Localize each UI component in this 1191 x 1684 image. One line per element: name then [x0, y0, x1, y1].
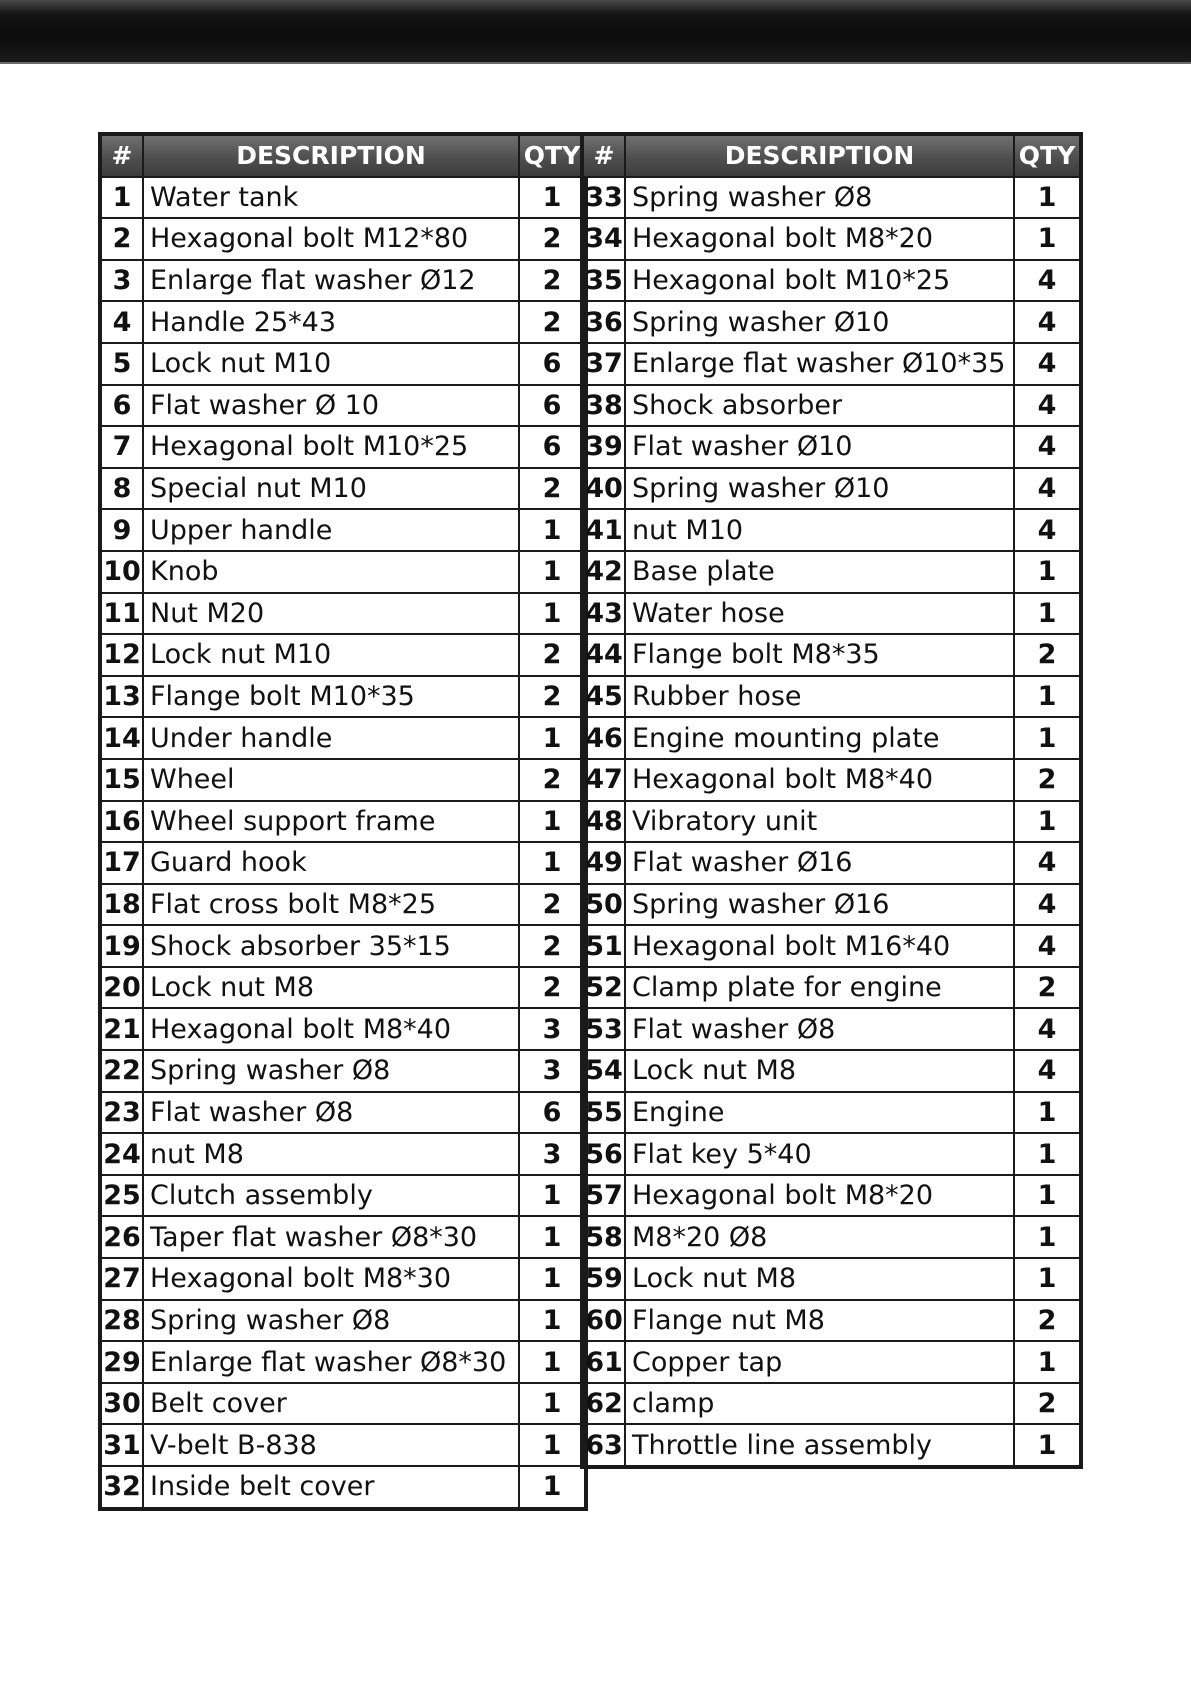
part-number-cell: 31 [100, 1424, 143, 1466]
table-row [100, 759, 586, 801]
part-description-cell: clamp [625, 1383, 1014, 1425]
part-description-cell: Hexagonal bolt M8*30 [143, 1258, 519, 1300]
part-number-cell: 18 [100, 884, 143, 926]
table-row [100, 551, 586, 593]
part-description-cell: Hexagonal bolt M8*20 [625, 1175, 1014, 1217]
part-number-cell: 20 [100, 967, 143, 1009]
part-qty-cell: 3 [519, 1050, 586, 1092]
part-qty-cell: 1 [1014, 1424, 1081, 1467]
table-row [100, 967, 586, 1009]
part-qty-cell: 2 [519, 634, 586, 676]
table-row [100, 468, 586, 510]
part-number-cell: 13 [100, 676, 143, 718]
table-row [100, 1050, 586, 1092]
table-row [100, 925, 586, 967]
parts-table-left-body [100, 177, 586, 1509]
part-number-cell: 47 [582, 759, 625, 801]
table-row [582, 801, 1081, 843]
part-description-cell: Flat washer Ø16 [625, 842, 1014, 884]
part-number-cell: 27 [100, 1258, 143, 1300]
part-number-cell: 10 [100, 551, 143, 593]
part-number-cell: 39 [582, 426, 625, 468]
part-description-cell: Hexagonal bolt M12*80 [143, 218, 519, 260]
part-qty-cell: 1 [519, 842, 586, 884]
part-description-cell: Lock nut M8 [143, 967, 519, 1009]
part-number-cell: 24 [100, 1133, 143, 1175]
part-number-cell: 14 [100, 717, 143, 759]
part-number-cell: 1 [100, 177, 143, 219]
part-description-cell: Flat cross bolt M8*25 [143, 884, 519, 926]
part-description-cell: Knob [143, 551, 519, 593]
part-description-cell: Lock nut M8 [625, 1258, 1014, 1300]
part-qty-cell: 1 [1014, 177, 1081, 219]
part-number-cell: 49 [582, 842, 625, 884]
part-qty-cell: 4 [1014, 842, 1081, 884]
part-qty-cell: 2 [519, 218, 586, 260]
part-number-cell: 4 [100, 301, 143, 343]
part-number-cell: 51 [582, 925, 625, 967]
table-row [582, 468, 1081, 510]
part-qty-cell: 2 [1014, 967, 1081, 1009]
part-description-cell: Flat washer Ø8 [625, 1008, 1014, 1050]
part-description-cell: Wheel support frame [143, 801, 519, 843]
part-description-cell: Inside belt cover [143, 1466, 519, 1509]
part-description-cell: Water tank [143, 177, 519, 219]
part-qty-cell: 1 [519, 1300, 586, 1342]
part-description-cell: Copper tap [625, 1341, 1014, 1383]
col-header-qty: QTY [1014, 134, 1081, 177]
part-number-cell: 17 [100, 842, 143, 884]
table-row [582, 1133, 1081, 1175]
table-row [582, 509, 1081, 551]
part-number-cell: 54 [582, 1050, 625, 1092]
part-description-cell: Flat washer Ø 10 [143, 385, 519, 427]
part-qty-cell: 6 [519, 426, 586, 468]
part-description-cell: Spring washer Ø8 [143, 1300, 519, 1342]
table-row [100, 842, 586, 884]
table-row [582, 717, 1081, 759]
part-qty-cell: 1 [1014, 551, 1081, 593]
part-qty-cell: 4 [1014, 385, 1081, 427]
part-description-cell: Special nut M10 [143, 468, 519, 510]
part-description-cell: Lock nut M10 [143, 634, 519, 676]
part-description-cell: Spring washer Ø10 [625, 468, 1014, 510]
part-description-cell: Spring washer Ø8 [625, 177, 1014, 219]
part-number-cell: 46 [582, 717, 625, 759]
part-number-cell: 33 [582, 177, 625, 219]
table-row [582, 967, 1081, 1009]
part-qty-cell: 1 [1014, 1092, 1081, 1134]
part-number-cell: 55 [582, 1092, 625, 1134]
part-qty-cell: 4 [1014, 1008, 1081, 1050]
part-qty-cell: 4 [1014, 925, 1081, 967]
col-header-num: # [582, 134, 625, 177]
parts-table-right [580, 132, 1083, 1469]
part-number-cell: 58 [582, 1216, 625, 1258]
part-qty-cell: 2 [519, 759, 586, 801]
part-qty-cell: 1 [1014, 1258, 1081, 1300]
table-row [100, 1175, 586, 1217]
table-row [582, 426, 1081, 468]
part-number-cell: 38 [582, 385, 625, 427]
part-qty-cell: 4 [1014, 260, 1081, 302]
part-number-cell: 2 [100, 218, 143, 260]
table-row [100, 260, 586, 302]
part-qty-cell: 2 [1014, 1300, 1081, 1342]
part-number-cell: 8 [100, 468, 143, 510]
part-description-cell: Flat washer Ø8 [143, 1092, 519, 1134]
part-number-cell: 59 [582, 1258, 625, 1300]
part-number-cell: 37 [582, 343, 625, 385]
part-number-cell: 25 [100, 1175, 143, 1217]
table-row [582, 1008, 1081, 1050]
part-number-cell: 40 [582, 468, 625, 510]
part-description-cell: Shock absorber [625, 385, 1014, 427]
part-number-cell: 9 [100, 509, 143, 551]
part-description-cell: Water hose [625, 593, 1014, 635]
part-number-cell: 3 [100, 260, 143, 302]
part-description-cell: Taper flat washer Ø8*30 [143, 1216, 519, 1258]
table-row [100, 343, 586, 385]
part-number-cell: 44 [582, 634, 625, 676]
col-header-qty: QTY [519, 134, 586, 177]
part-number-cell: 45 [582, 676, 625, 718]
table-row [100, 676, 586, 718]
part-description-cell: Flat washer Ø10 [625, 426, 1014, 468]
table-row [582, 177, 1081, 219]
part-qty-cell: 1 [1014, 1216, 1081, 1258]
part-qty-cell: 4 [1014, 301, 1081, 343]
part-description-cell: Lock nut M10 [143, 343, 519, 385]
part-qty-cell: 1 [519, 1258, 586, 1300]
part-description-cell: nut M8 [143, 1133, 519, 1175]
table-row [582, 1383, 1081, 1425]
table-row [582, 1258, 1081, 1300]
col-header-description: DESCRIPTION [143, 134, 519, 177]
part-number-cell: 21 [100, 1008, 143, 1050]
part-number-cell: 29 [100, 1341, 143, 1383]
table-row [100, 385, 586, 427]
part-qty-cell: 2 [519, 301, 586, 343]
table-row [582, 925, 1081, 967]
part-qty-cell: 2 [1014, 634, 1081, 676]
part-description-cell: Enlarge flat washer Ø10*35 [625, 343, 1014, 385]
part-description-cell: Guard hook [143, 842, 519, 884]
part-number-cell: 32 [100, 1466, 143, 1509]
part-number-cell: 53 [582, 1008, 625, 1050]
part-qty-cell: 1 [519, 717, 586, 759]
table-row [582, 343, 1081, 385]
table-row [100, 1258, 586, 1300]
part-description-cell: Spring washer Ø10 [625, 301, 1014, 343]
part-qty-cell: 1 [519, 551, 586, 593]
part-qty-cell: 1 [519, 1466, 586, 1509]
part-qty-cell: 1 [519, 801, 586, 843]
part-description-cell: Shock absorber 35*15 [143, 925, 519, 967]
part-qty-cell: 2 [519, 468, 586, 510]
part-number-cell: 63 [582, 1424, 625, 1467]
part-qty-cell: 1 [1014, 1175, 1081, 1217]
part-description-cell: Enlarge flat washer Ø8*30 [143, 1341, 519, 1383]
part-number-cell: 57 [582, 1175, 625, 1217]
part-qty-cell: 1 [1014, 593, 1081, 635]
part-description-cell: Flange bolt M8*35 [625, 634, 1014, 676]
part-description-cell: Flange bolt M10*35 [143, 676, 519, 718]
table-row [582, 759, 1081, 801]
part-number-cell: 56 [582, 1133, 625, 1175]
table-row [582, 1300, 1081, 1342]
part-qty-cell: 1 [519, 1175, 586, 1217]
part-description-cell: Handle 25*43 [143, 301, 519, 343]
part-number-cell: 16 [100, 801, 143, 843]
part-qty-cell: 6 [519, 385, 586, 427]
table-row [582, 842, 1081, 884]
table-row [582, 551, 1081, 593]
table-row [100, 1216, 586, 1258]
part-qty-cell: 1 [1014, 1341, 1081, 1383]
part-description-cell: Upper handle [143, 509, 519, 551]
table-row [100, 884, 586, 926]
part-description-cell: Enlarge flat washer Ø12 [143, 260, 519, 302]
part-qty-cell: 4 [1014, 884, 1081, 926]
part-qty-cell: 1 [519, 1424, 586, 1466]
table-row [582, 1424, 1081, 1467]
part-qty-cell: 2 [1014, 1383, 1081, 1425]
part-number-cell: 61 [582, 1341, 625, 1383]
part-description-cell: Hexagonal bolt M8*40 [143, 1008, 519, 1050]
part-number-cell: 15 [100, 759, 143, 801]
part-qty-cell: 1 [1014, 801, 1081, 843]
part-number-cell: 22 [100, 1050, 143, 1092]
part-qty-cell: 2 [519, 925, 586, 967]
part-number-cell: 26 [100, 1216, 143, 1258]
part-description-cell: Rubber hose [625, 676, 1014, 718]
table-row [100, 801, 586, 843]
part-description-cell: Flange nut M8 [625, 1300, 1014, 1342]
table-row [100, 1466, 586, 1509]
table-row [582, 218, 1081, 260]
part-qty-cell: 1 [1014, 717, 1081, 759]
parts-table-left [98, 132, 588, 1511]
part-qty-cell: 1 [519, 1216, 586, 1258]
table-row [100, 717, 586, 759]
part-qty-cell: 1 [519, 593, 586, 635]
part-description-cell: Hexagonal bolt M10*25 [625, 260, 1014, 302]
part-description-cell: Hexagonal bolt M16*40 [625, 925, 1014, 967]
table-row [582, 301, 1081, 343]
table-row [582, 1092, 1081, 1134]
part-description-cell: Spring washer Ø8 [143, 1050, 519, 1092]
part-number-cell: 36 [582, 301, 625, 343]
part-description-cell: Under handle [143, 717, 519, 759]
part-qty-cell: 1 [519, 1383, 586, 1425]
part-number-cell: 34 [582, 218, 625, 260]
part-description-cell: Nut M20 [143, 593, 519, 635]
part-qty-cell: 1 [519, 509, 586, 551]
table-row [100, 1300, 586, 1342]
part-qty-cell: 6 [519, 1092, 586, 1134]
part-qty-cell: 1 [519, 177, 586, 219]
table-row [100, 1424, 586, 1466]
part-qty-cell: 4 [1014, 426, 1081, 468]
col-header-num: # [100, 134, 143, 177]
part-description-cell: Throttle line assembly [625, 1424, 1014, 1467]
part-number-cell: 41 [582, 509, 625, 551]
table-row [100, 1133, 586, 1175]
part-qty-cell: 3 [519, 1133, 586, 1175]
part-description-cell: Hexagonal bolt M10*25 [143, 426, 519, 468]
table-row [582, 1216, 1081, 1258]
part-qty-cell: 4 [1014, 468, 1081, 510]
table-row [100, 1383, 586, 1425]
table-row [100, 301, 586, 343]
col-header-description: DESCRIPTION [625, 134, 1014, 177]
table-row [582, 593, 1081, 635]
part-description-cell: M8*20 Ø8 [625, 1216, 1014, 1258]
table-header-row [582, 134, 1081, 177]
part-description-cell: Engine [625, 1092, 1014, 1134]
part-qty-cell: 2 [1014, 759, 1081, 801]
part-qty-cell: 4 [1014, 343, 1081, 385]
part-number-cell: 42 [582, 551, 625, 593]
part-qty-cell: 4 [1014, 1050, 1081, 1092]
part-number-cell: 11 [100, 593, 143, 635]
table-row [582, 634, 1081, 676]
part-number-cell: 23 [100, 1092, 143, 1134]
table-row [100, 634, 586, 676]
part-description-cell: Belt cover [143, 1383, 519, 1425]
part-description-cell: Vibratory unit [625, 801, 1014, 843]
parts-table-right-body [582, 177, 1081, 1467]
part-number-cell: 12 [100, 634, 143, 676]
table-row [582, 385, 1081, 427]
part-description-cell: Hexagonal bolt M8*20 [625, 218, 1014, 260]
table-row [100, 1008, 586, 1050]
part-number-cell: 43 [582, 593, 625, 635]
part-qty-cell: 2 [519, 884, 586, 926]
part-number-cell: 52 [582, 967, 625, 1009]
table-row [100, 1092, 586, 1134]
part-description-cell: Engine mounting plate [625, 717, 1014, 759]
part-qty-cell: 2 [519, 676, 586, 718]
part-description-cell: nut M10 [625, 509, 1014, 551]
table-row [582, 1175, 1081, 1217]
part-description-cell: Spring washer Ø16 [625, 884, 1014, 926]
part-number-cell: 5 [100, 343, 143, 385]
part-qty-cell: 6 [519, 343, 586, 385]
part-number-cell: 6 [100, 385, 143, 427]
table-row [100, 593, 586, 635]
table-row [100, 426, 586, 468]
part-number-cell: 35 [582, 260, 625, 302]
table-row [582, 884, 1081, 926]
table-row [100, 218, 586, 260]
part-description-cell: Clamp plate for engine [625, 967, 1014, 1009]
table-row [582, 1050, 1081, 1092]
table-row [100, 1341, 586, 1383]
part-description-cell: Lock nut M8 [625, 1050, 1014, 1092]
part-qty-cell: 1 [519, 1341, 586, 1383]
part-number-cell: 50 [582, 884, 625, 926]
part-number-cell: 48 [582, 801, 625, 843]
part-description-cell: Wheel [143, 759, 519, 801]
part-number-cell: 19 [100, 925, 143, 967]
table-row [582, 260, 1081, 302]
part-qty-cell: 1 [1014, 1133, 1081, 1175]
part-description-cell: Clutch assembly [143, 1175, 519, 1217]
part-qty-cell: 2 [519, 967, 586, 1009]
part-number-cell: 7 [100, 426, 143, 468]
table-header-row [100, 134, 586, 177]
table-row [582, 676, 1081, 718]
part-qty-cell: 2 [519, 260, 586, 302]
part-number-cell: 30 [100, 1383, 143, 1425]
part-qty-cell: 1 [1014, 218, 1081, 260]
part-qty-cell: 1 [1014, 676, 1081, 718]
part-number-cell: 62 [582, 1383, 625, 1425]
part-number-cell: 28 [100, 1300, 143, 1342]
part-description-cell: Hexagonal bolt M8*40 [625, 759, 1014, 801]
part-qty-cell: 4 [1014, 509, 1081, 551]
part-description-cell: Flat key 5*40 [625, 1133, 1014, 1175]
part-description-cell: V-belt B-838 [143, 1424, 519, 1466]
header-bar [0, 0, 1191, 64]
part-qty-cell: 3 [519, 1008, 586, 1050]
part-description-cell: Base plate [625, 551, 1014, 593]
table-row [100, 509, 586, 551]
table-row [100, 177, 586, 219]
part-number-cell: 60 [582, 1300, 625, 1342]
table-row [582, 1341, 1081, 1383]
